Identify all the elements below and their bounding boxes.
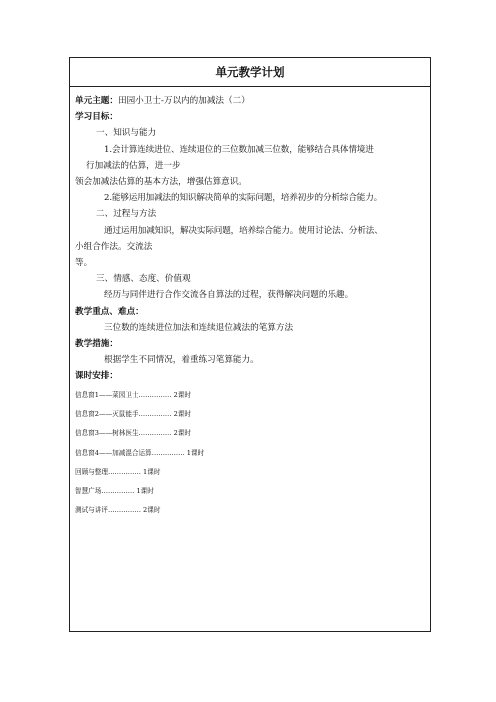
measures-heading: 教学措施： [75,339,118,350]
schedule-item: 回顾与整理…………… 1课时 [75,467,161,476]
process-text-b: 小组合作法。交流法 [75,241,153,252]
schedule-item: 信息窗2——灭鼠能手…………… 2课时 [75,409,191,418]
objective-item-1b: 行加减法的估算，进一步 [86,160,181,171]
objectives-section-3: 三、情感、态度、价值观 [96,274,191,285]
schedule-item: 信息窗1——菜园卫士…………… 2课时 [75,390,191,399]
schedule-item: 信息窗3——树林医生…………… 2课时 [75,429,191,438]
objectives-section-1: 一、知识与能力 [96,128,157,139]
title-row [70,58,430,87]
objectives-section-2: 二、过程与方法 [96,209,157,220]
keypoints-text: 三位数的连续进位加法和连续退位减法的笔算方法 [104,322,294,333]
schedule-item: 智慧广场…………… 1课时 [75,487,154,496]
objectives-heading: 学习目标： [75,112,118,123]
measures-text: 根据学生不同情况，着重练习笔算能力。 [104,355,259,366]
unit-theme [75,93,426,109]
lesson-plan-table [69,57,431,632]
keypoints-heading: 教学重点、难点： [75,306,144,317]
objective-item-2: 2.能够运用加减法的知识解决简单的实际问题，培养初步的分析综合能力。 [104,193,383,204]
unit-theme-value: 田园小卫士-万以内的加减法（二） [117,96,250,106]
objective-item-1a: 1.会计算连续进位、连续退位的三位数加减三位数，能够结合具体情境进 [104,144,374,155]
schedule-heading: 课时安排： [75,371,118,382]
emotion-text: 经历与同伴进行合作交流各自算法的过程，获得解决问题的乐趣。 [104,290,354,301]
process-text-a: 通过运用加减知识，解决实际问题，培养综合能力。使用讨论法、分析法、 [104,225,383,236]
schedule-item: 测试与讲评…………… 2课时 [75,506,161,515]
page-title: 单元教学计划 [215,65,285,79]
process-text-c: 等。 [75,258,93,269]
schedule-list [75,386,426,521]
objective-item-1c: 领会加减法估算的基本方法，增强估算意识。 [75,177,247,188]
schedule-item: 信息窗4——加减混合运算…………… 1课时 [75,448,205,457]
unit-theme-label: 单元主题： [75,96,118,106]
plan-content [70,87,430,521]
